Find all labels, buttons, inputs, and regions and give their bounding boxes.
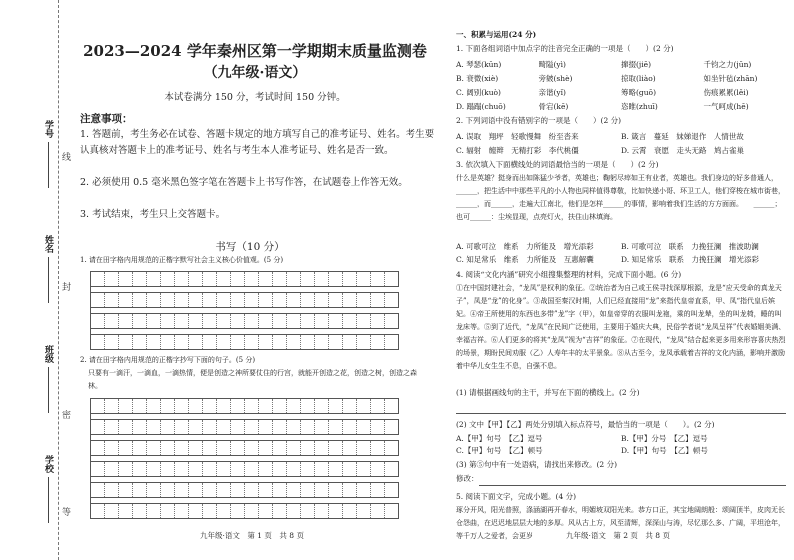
grid-cell[interactable] <box>273 293 287 307</box>
grid-cell[interactable] <box>343 272 357 286</box>
grid-cell[interactable] <box>91 504 105 518</box>
grid-cell[interactable] <box>259 399 273 413</box>
grid-cell[interactable] <box>259 335 273 349</box>
grid-cell[interactable] <box>133 462 147 476</box>
grid-cell[interactable] <box>231 314 245 328</box>
grid-cell[interactable] <box>343 399 357 413</box>
grid-cell[interactable] <box>231 293 245 307</box>
grid-cell[interactable] <box>371 420 385 434</box>
grid-cell[interactable] <box>287 420 301 434</box>
grid-cell[interactable] <box>385 314 399 328</box>
grid-cell[interactable] <box>161 272 175 286</box>
grid-cell[interactable] <box>119 272 133 286</box>
question-5-passage: 琢分开风，阳光普照，涤涵湖再开春水，明媚坡双阳光来。恭方口正，其宝地阔朗般：颂阔顶半，皮肉无长仓怨曲，在迟迟地层层大地的多厚。风从古上方，风至清辉，深深山与涛，尽忆那么多、广阔，平坦沧年，等千万人之爱者，会更岁 <box>456 506 785 540</box>
grid-cell[interactable] <box>357 314 371 328</box>
writing-question-2: 2. 请在田字格内用规范的正楷字抄写下面的句子。(5 分) <box>80 356 256 364</box>
grid-cell[interactable] <box>259 314 273 328</box>
grid-cell[interactable] <box>329 483 343 497</box>
grid-cell[interactable] <box>245 441 259 455</box>
grid-cell[interactable] <box>203 441 217 455</box>
grid-cell[interactable] <box>161 504 175 518</box>
grid-cell[interactable] <box>175 399 189 413</box>
question-4-2: (2) 文中【甲】【乙】两处分别填入标点符号，最恰当的一项是（ ）。(2 分) <box>456 420 715 429</box>
grid-cell[interactable] <box>329 504 343 518</box>
grid-cell[interactable] <box>147 483 161 497</box>
grid-cell[interactable] <box>315 293 329 307</box>
grid-cell[interactable] <box>189 399 203 413</box>
grid-cell[interactable] <box>203 420 217 434</box>
grid-cell[interactable] <box>287 504 301 518</box>
grid-cell[interactable] <box>371 272 385 286</box>
grid-cell[interactable] <box>119 314 133 328</box>
grid-cell[interactable] <box>287 441 301 455</box>
grid-cell[interactable] <box>217 504 231 518</box>
writing-grid-2[interactable] <box>90 398 399 519</box>
grid-cell[interactable] <box>133 420 147 434</box>
grid-cell[interactable] <box>105 335 119 349</box>
grid-cell[interactable] <box>343 335 357 349</box>
binding-line <box>58 0 59 560</box>
grid-cell[interactable] <box>91 314 105 328</box>
grid-cell[interactable] <box>203 314 217 328</box>
grid-cell[interactable] <box>259 272 273 286</box>
grid-cell[interactable] <box>217 314 231 328</box>
grid-cell[interactable] <box>315 314 329 328</box>
grid-cell[interactable] <box>133 272 147 286</box>
option-row: B. 衰微(xiè) 旁皴(shè) 掠取(liào) 如坐针毡(zhān) <box>456 74 758 83</box>
grid-cell[interactable] <box>329 420 343 434</box>
grid-cell[interactable] <box>133 441 147 455</box>
grid-cell[interactable] <box>273 335 287 349</box>
grid-cell[interactable] <box>315 420 329 434</box>
grid-cell[interactable] <box>147 272 161 286</box>
grid-cell[interactable] <box>329 272 343 286</box>
grid-cell[interactable] <box>161 314 175 328</box>
revision-label: 修改： <box>456 474 479 483</box>
grid-cell[interactable] <box>105 483 119 497</box>
grid-cell[interactable] <box>105 293 119 307</box>
grid-cell[interactable] <box>217 483 231 497</box>
question-5: 5. 阅读下面文字，完成小题。(4 分) <box>456 492 577 501</box>
option-row: C. 辐射 缠辫 无精打彩 李代桃僵 D. 云霄 衰愿 走头无路 鸠占雀巢 <box>456 146 745 155</box>
grid-row <box>91 441 399 456</box>
grid-cell[interactable] <box>175 335 189 349</box>
grid-cell[interactable] <box>357 420 371 434</box>
grid-cell[interactable] <box>259 504 273 518</box>
exam-subtitle: （九年级·语文） <box>203 65 307 81</box>
question-4-1: (1) 请根据画线句的主干，并写在下面的横线上。(2 分) <box>456 388 640 397</box>
question-1-options <box>456 58 786 114</box>
grid-cell[interactable] <box>385 272 399 286</box>
grid-cell[interactable] <box>329 293 343 307</box>
grid-cell[interactable] <box>371 293 385 307</box>
notice-heading: 注意事项： <box>80 113 133 125</box>
grid-cell[interactable] <box>147 504 161 518</box>
question-1: 1. 下面各组词语中加点字的注音完全正确的一项是（ ）(2 分) <box>456 44 674 53</box>
grid-cell[interactable] <box>245 504 259 518</box>
grid-cell[interactable] <box>217 399 231 413</box>
grid-cell[interactable] <box>315 504 329 518</box>
grid-cell[interactable] <box>147 441 161 455</box>
grid-cell[interactable] <box>273 504 287 518</box>
grid-cell[interactable] <box>203 293 217 307</box>
grid-cell[interactable] <box>189 462 203 476</box>
grid-cell[interactable] <box>217 441 231 455</box>
grid-cell[interactable] <box>231 462 245 476</box>
grid-cell[interactable] <box>259 420 273 434</box>
grid-cell[interactable] <box>217 420 231 434</box>
notice-item: 1. 答题前，考生务必在试卷、答题卡规定的地方填写自己的准考证号、姓名。考生要认真核对答题卡上的准考证号、姓名与考生本人准考证号、姓名是否一致。 <box>80 129 435 156</box>
grid-cell[interactable] <box>105 399 119 413</box>
grid-cell[interactable] <box>371 314 385 328</box>
name-label: 姓名 <box>42 235 55 303</box>
grid-cell[interactable] <box>217 462 231 476</box>
grid-cell[interactable] <box>245 335 259 349</box>
grid-cell[interactable] <box>91 335 105 349</box>
grid-cell[interactable] <box>273 272 287 286</box>
grid-cell[interactable] <box>161 462 175 476</box>
option-row: A. 琴瑟(kūn) 畸隘(yì) 撺掇(jiē) 千钧之力(jūn) <box>456 60 752 69</box>
grid-cell[interactable] <box>357 441 371 455</box>
grid-cell[interactable] <box>287 335 301 349</box>
grid-cell[interactable] <box>231 399 245 413</box>
grid-cell[interactable] <box>245 399 259 413</box>
answer-lines[interactable] <box>456 400 786 414</box>
grid-cell[interactable] <box>385 462 399 476</box>
grid-cell[interactable] <box>385 399 399 413</box>
grid-cell[interactable] <box>147 462 161 476</box>
grid-cell[interactable] <box>147 293 161 307</box>
grid-cell[interactable] <box>189 272 203 286</box>
grid-cell[interactable] <box>371 399 385 413</box>
grid-cell[interactable] <box>189 314 203 328</box>
grid-cell[interactable] <box>203 272 217 286</box>
question-3-options <box>456 240 786 266</box>
grid-cell[interactable] <box>301 272 315 286</box>
grid-cell[interactable] <box>203 504 217 518</box>
grid-cell[interactable] <box>161 293 175 307</box>
grid-cell[interactable] <box>315 462 329 476</box>
grid-cell[interactable] <box>161 420 175 434</box>
grid-cell[interactable] <box>287 293 301 307</box>
grid-cell[interactable] <box>189 293 203 307</box>
grid-cell[interactable] <box>161 441 175 455</box>
section-heading: 一、积累与运用(24 分) <box>456 30 537 39</box>
grid-cell[interactable] <box>245 272 259 286</box>
grid-cell[interactable] <box>329 335 343 349</box>
revision-line[interactable] <box>456 474 786 486</box>
grid-cell[interactable] <box>329 441 343 455</box>
grid-cell[interactable] <box>105 504 119 518</box>
grid-cell[interactable] <box>273 399 287 413</box>
question-4-2-options <box>456 433 786 457</box>
grid-cell[interactable] <box>147 335 161 349</box>
grid-cell[interactable] <box>119 504 133 518</box>
grid-cell[interactable] <box>119 293 133 307</box>
seal-char: 密 <box>62 411 72 421</box>
grid-cell[interactable] <box>385 441 399 455</box>
grid-cell[interactable] <box>105 272 119 286</box>
grid-cell[interactable] <box>91 462 105 476</box>
grid-cell[interactable] <box>343 462 357 476</box>
grid-cell[interactable] <box>175 293 189 307</box>
grid-cell[interactable] <box>343 504 357 518</box>
grid-cell[interactable] <box>259 462 273 476</box>
grid-cell[interactable] <box>119 420 133 434</box>
grid-cell[interactable] <box>175 462 189 476</box>
exam-note: 本试卷满分 150 分，考试时间 150 分钟。 <box>164 92 346 103</box>
grid-cell[interactable] <box>105 420 119 434</box>
grid-cell[interactable] <box>245 293 259 307</box>
class-label: 班级 <box>42 345 55 413</box>
exam-title: 2023—2024 学年秦州区第一学期期末质量监测卷 <box>83 42 427 60</box>
option-row: A. 可歌可泣 维系 力所能及 增光添彩 B. 可歌可泣 联系 力挽狂澜 推波助澜 <box>456 242 759 251</box>
grid-cell[interactable] <box>357 335 371 349</box>
grid-cell[interactable] <box>189 441 203 455</box>
grid-cell[interactable] <box>301 483 315 497</box>
grid-cell[interactable] <box>91 293 105 307</box>
grid-cell[interactable] <box>189 504 203 518</box>
question-2-options <box>456 130 786 158</box>
grid-cell[interactable] <box>273 462 287 476</box>
grid-cell[interactable] <box>343 483 357 497</box>
grid-cell[interactable] <box>385 504 399 518</box>
grid-cell[interactable] <box>231 420 245 434</box>
grid-cell[interactable] <box>287 272 301 286</box>
grid-cell[interactable] <box>231 504 245 518</box>
writing-heading: 书写（10 分） <box>215 241 285 253</box>
grid-cell[interactable] <box>91 399 105 413</box>
grid-cell[interactable] <box>161 335 175 349</box>
grid-cell[interactable] <box>371 462 385 476</box>
grid-cell[interactable] <box>371 483 385 497</box>
grid-cell[interactable] <box>105 462 119 476</box>
grid-cell[interactable] <box>133 504 147 518</box>
grid-cell[interactable] <box>357 462 371 476</box>
grid-cell[interactable] <box>315 399 329 413</box>
grid-row <box>91 314 399 329</box>
grid-cell[interactable] <box>301 420 315 434</box>
grid-cell[interactable] <box>329 462 343 476</box>
option-row: C. 知足常乐 维系 力所能及 互惠解囊 D. 知足常乐 联系 力挽狂澜 增光添彩 <box>456 255 760 264</box>
grid-cell[interactable] <box>189 335 203 349</box>
grid-cell[interactable] <box>287 399 301 413</box>
grid-cell[interactable] <box>343 441 357 455</box>
grid-cell[interactable] <box>357 399 371 413</box>
grid-cell[interactable] <box>259 441 273 455</box>
grid-cell[interactable] <box>217 293 231 307</box>
grid-cell[interactable] <box>301 441 315 455</box>
grid-cell[interactable] <box>133 399 147 413</box>
question-4-passage: ①在中国封建社会，“龙凤”是权利的象征。②统治者为自己或王侯寻找深厚根源，龙是“应天受命的真龙天子”，凤是“龙”的化身”。③战国至秦汉时期，人们已经直接用“龙”来指代皇帝直系，甲、凤“指代皇后嫔妃。④帝王所使用的东西也多带”龙”字（甲），如皇帝穿的衣服叫龙袍，乘的叫龙辇，坐的叫龙椅，睡的叫龙床等。⑤到了近代，“龙凤”在民间广泛使用，主要用于婚庆大典，民俗学者说“龙凤呈祥”代表婚姻美满、幸福吉祥。⑥人们更多的将其“龙凤”视为“吉祥”的象征。⑦在现代，“龙凤”结合起来更多用来形容喜庆热烈的场景，期盼民间劝服（乙）人寿年丰的太平景象。⑧从古至今，龙凤承载着吉祥的文化内涵，影响并激励着中华儿女生生不息，自强不息。 <box>456 284 786 370</box>
grid-cell[interactable] <box>385 293 399 307</box>
grid-cell[interactable] <box>315 272 329 286</box>
option-row: C. 阔别(kuò) 亲谐(yǐ) 筹略(guō) 伤痕累累(lěi) <box>456 88 749 97</box>
grid-cell[interactable] <box>91 483 105 497</box>
question-4: 4. 阅读“文化内涵”研究小组搜集整理的材料，完成下面小题。(6 分) <box>456 270 682 279</box>
seal-char: 线 <box>62 153 72 163</box>
grid-cell[interactable] <box>357 504 371 518</box>
grid-cell[interactable] <box>147 420 161 434</box>
grid-cell[interactable] <box>231 483 245 497</box>
grid-cell[interactable] <box>119 483 133 497</box>
grid-cell[interactable] <box>343 293 357 307</box>
grid-cell[interactable] <box>371 441 385 455</box>
grid-cell[interactable] <box>91 420 105 434</box>
grid-cell[interactable] <box>287 462 301 476</box>
grid-cell[interactable] <box>203 483 217 497</box>
grid-cell[interactable] <box>371 504 385 518</box>
grid-cell[interactable] <box>203 399 217 413</box>
grid-cell[interactable] <box>161 399 175 413</box>
grid-cell[interactable] <box>301 293 315 307</box>
grid-cell[interactable] <box>133 314 147 328</box>
grid-cell[interactable] <box>175 314 189 328</box>
student-id-label: 学号 <box>42 120 55 188</box>
grid-row <box>91 272 399 287</box>
page-footer: 九年级·语文 第 2 页 共 8 页 <box>566 531 670 540</box>
option-row: A. 误取 翔坪 轻歌慢舞 纷至沓来 B. 箴言 蔓延 妹娣退作 人情世故 <box>456 132 744 141</box>
grid-cell[interactable] <box>357 272 371 286</box>
grid-cell[interactable] <box>245 314 259 328</box>
grid-cell[interactable] <box>371 335 385 349</box>
grid-row <box>91 462 399 477</box>
grid-cell[interactable] <box>105 314 119 328</box>
grid-cell[interactable] <box>245 420 259 434</box>
grid-cell[interactable] <box>91 272 105 286</box>
grid-cell[interactable] <box>301 335 315 349</box>
grid-cell[interactable] <box>385 483 399 497</box>
option-row: C.【甲】句号 【乙】顿号 D.【甲】句号 【乙】顿号 <box>456 446 708 455</box>
school-label: 学校 <box>42 455 55 523</box>
seal-char: 封 <box>62 283 72 293</box>
grid-cell[interactable] <box>343 420 357 434</box>
grid-cell[interactable] <box>385 335 399 349</box>
grid-cell[interactable] <box>217 335 231 349</box>
grid-row <box>91 504 399 519</box>
grid-row <box>91 399 399 414</box>
grid-cell[interactable] <box>231 272 245 286</box>
option-row: D. 蹋蹋(chuō) 骨宕(kē) 恣睢(zhuī) 一气呵成(hē) <box>456 102 749 111</box>
grid-cell[interactable] <box>175 272 189 286</box>
grid-cell[interactable] <box>231 441 245 455</box>
grid-cell[interactable] <box>147 314 161 328</box>
grid-cell[interactable] <box>147 399 161 413</box>
grid-cell[interactable] <box>217 272 231 286</box>
grid-cell[interactable] <box>301 504 315 518</box>
question-3-passage: 什么是英雄？挺身而出如陈猛少爷者，英雄也；鞠躬尽瘁如王有业者，英雄也。我们身边的好多普通人，______，把生活中中那些平凡的小人物也同样值得尊敬，比如快递小哥、环卫工人，他们穿梭在城市街巷，______，而______，走遍大江南北，他们是怎样______的事情，影响着我们生活的方方面面。 ______； 也可______：尘埃显现，点亮灯火，扶住山林填海。 <box>456 174 792 221</box>
grid-cell[interactable] <box>175 483 189 497</box>
grid-cell[interactable] <box>119 399 133 413</box>
grid-cell[interactable] <box>315 441 329 455</box>
grid-cell[interactable] <box>385 420 399 434</box>
grid-cell[interactable] <box>273 441 287 455</box>
notice-item: 2. 必须使用 0.5 毫米黑色签字笔在答题卡上书写作答，在试题卷上作答无效。 <box>80 177 408 188</box>
grid-row <box>91 335 399 350</box>
page-footer: 九年级·语文 第 1 页 共 8 页 <box>200 531 304 540</box>
grid-cell[interactable] <box>133 483 147 497</box>
grid-cell[interactable] <box>175 441 189 455</box>
writing-grid-1[interactable] <box>90 271 399 350</box>
grid-row <box>91 420 399 435</box>
grid-row <box>91 293 399 308</box>
grid-cell[interactable] <box>203 335 217 349</box>
grid-cell[interactable] <box>119 462 133 476</box>
question-3: 3. 依次填入下面横线处的词语最恰当的一项是（ ）(2 分) <box>456 160 659 169</box>
grid-cell[interactable] <box>273 314 287 328</box>
grid-cell[interactable] <box>315 335 329 349</box>
notice-item: 3. 考试结束，考生只上交答题卡。 <box>80 209 226 220</box>
grid-cell[interactable] <box>273 483 287 497</box>
grid-cell[interactable] <box>287 314 301 328</box>
writing-passage: 只要有一滴汗，一滴血，一滴热情，便是创造之神所要仗住的行宫，就能开创造之花，创造之树，创造之森林。 <box>88 369 417 390</box>
grid-cell[interactable] <box>161 483 175 497</box>
grid-cell[interactable] <box>175 504 189 518</box>
grid-cell[interactable] <box>133 293 147 307</box>
grid-cell[interactable] <box>189 483 203 497</box>
grid-cell[interactable] <box>343 314 357 328</box>
grid-cell[interactable] <box>357 483 371 497</box>
grid-cell[interactable] <box>301 399 315 413</box>
writing-question-1: 1. 请在田字格内用规范的正楷字默写社会主义核心价值观。(5 分) <box>80 256 284 264</box>
seal-char: 等 <box>62 508 72 518</box>
grid-cell[interactable] <box>119 335 133 349</box>
grid-cell[interactable] <box>259 483 273 497</box>
grid-row <box>91 483 399 498</box>
grid-cell[interactable] <box>357 293 371 307</box>
grid-cell[interactable] <box>231 335 245 349</box>
grid-cell[interactable] <box>203 462 217 476</box>
question-2: 2. 下列词语中没有错别字的一项是（ ）(2 分) <box>456 116 622 125</box>
grid-cell[interactable] <box>301 462 315 476</box>
grid-cell[interactable] <box>189 420 203 434</box>
grid-cell[interactable] <box>91 441 105 455</box>
grid-cell[interactable] <box>287 483 301 497</box>
grid-cell[interactable] <box>133 335 147 349</box>
grid-cell[interactable] <box>301 314 315 328</box>
question-4-3: (3) 第⑤句中有一处语病，请找出来修改。(2 分) <box>456 460 618 469</box>
grid-cell[interactable] <box>329 399 343 413</box>
grid-cell[interactable] <box>245 462 259 476</box>
grid-cell[interactable] <box>315 483 329 497</box>
grid-cell[interactable] <box>245 483 259 497</box>
grid-cell[interactable] <box>119 441 133 455</box>
grid-cell[interactable] <box>273 420 287 434</box>
grid-cell[interactable] <box>329 314 343 328</box>
grid-cell[interactable] <box>175 420 189 434</box>
grid-cell[interactable] <box>259 293 273 307</box>
grid-cell[interactable] <box>105 441 119 455</box>
option-row: A.【甲】句号 【乙】逗号 B.【甲】分号 【乙】逗号 <box>456 434 708 443</box>
